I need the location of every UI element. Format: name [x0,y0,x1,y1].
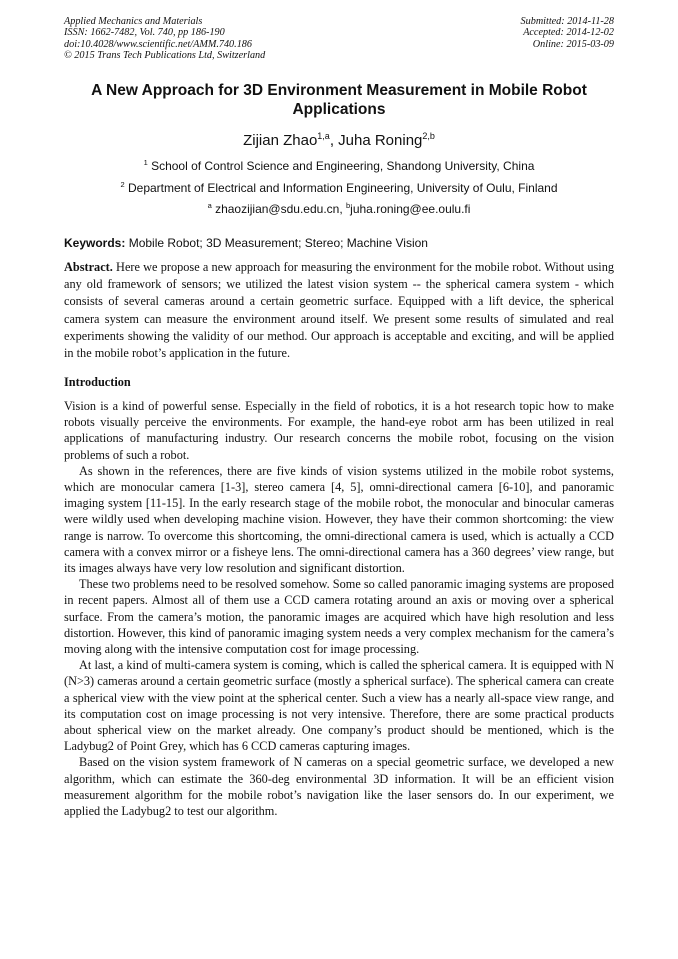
abstract [64,259,614,362]
author-separator: , [329,132,339,149]
email-b: juha.roning@ee.oulu.fi [350,202,471,216]
email-a-sup: a [207,201,212,210]
author-list [64,131,614,149]
submission-dates [521,16,614,50]
keywords [64,236,614,250]
journal-doi: doi:10.4028/www.scientific.net/AMM.740.186 [64,38,252,50]
email-b-sup: b [346,201,351,210]
abstract-label: Abstract. [64,260,113,274]
author-zhao: Zijian Zhao [243,132,318,149]
affiliation-2 [64,180,614,195]
affiliation-1-text: School of Control Science and Engineering, Shandong University, China [147,159,535,173]
keywords-label: Keywords: [64,236,126,250]
accepted-date: Accepted: 2014-12-02 [523,27,614,39]
author-emails [64,201,614,216]
abstract-text: Here we propose a new approach for measuring the environment for the mobile robot. Without using any old framework of sensors; we utilized the latest vision system -- the spherical camera system - which consists of several cameras around a certain geometric surface. Equipped with a lift device, the spherical camera system can measure the environment around itself. We present some results of simulated and real experiments showing the validity of our method. Our approach is acceptable and exciting, and will be applied in the mobile robot’s application in the future. [64,260,614,361]
journal-name: Applied Mechanics and Materials [64,16,203,27]
author-zhao-sup: 1,a [317,131,330,141]
online-date: Online: 2015-03-09 [532,38,614,50]
paper-title: A New Approach for 3D Environment Measurement in Mobile Robot Applications [91,82,587,118]
introduction-body [64,398,614,819]
affiliation-2-sup: 2 [120,180,125,189]
journal-copyright: © 2015 Trans Tech Publications Ltd, Switzerland [64,50,266,62]
email-a: zhaozijian@sdu.edu.cn, [211,202,346,216]
keywords-text: Mobile Robot; 3D Measurement; Stereo; Machine Vision [125,236,428,250]
affiliation-1-sup: 1 [143,158,148,167]
intro-paragraph-3: These two problems need to be resolved somehow. Some so called panoramic imaging systems are proposed in recent papers. Almost all of them use a CCD camera rotating around an axis or moving over a spherical surface. From the camera’s motion, the panoramic images are acquired which have high resolution and less distortion. However, this kind of panoramic imaging system needs a very complex mechanism for the camera’s moving along with the intensive computation cost for image processing. [64,577,614,657]
intro-paragraph-4: At last, a kind of multi-camera system is coming, which is called the spherical camera. It is equipped with N (N>3) cameras around a certain geometric surface (mostly a spherical surface). The spherical camera can create a spherical view with the view point at the spherical center. Such a view has a nearly all-space view range, and its computation cost on image processing is not very intensive. Therefore, there are some practical products about spherical view on the market already. One company’s product should be mentioned, which is the Ladybug2 of Point Grey, which has 6 CCD cameras capturing images. [64,658,614,754]
affiliation-2-text: Department of Electrical and Information Engineering, University of Oulu, Finland [124,181,558,195]
author-roning-sup: 2,b [422,131,435,141]
journal-issn: ISSN: 1662-7482, Vol. 740, pp 186-190 [64,27,225,39]
intro-paragraph-5: Based on the vision system framework of N cameras on a special geometric surface, we developed a new algorithm, which can estimate the 360-deg environmental 3D information. It will be an efficient vision measurement algorithm for the mobile robot’s navigation like the laser sensors do. In our experiment, we applied the Ladybug2 to test our algorithm. [64,755,614,819]
submitted-date: Submitted: 2014-11-28 [520,16,614,27]
section-heading-introduction: Introduction [64,375,131,389]
intro-paragraph-2: As shown in the references, there are five kinds of vision systems utilized in the mobile robot systems, which are monocular camera [1-3], stereo camera [4, 5], omni-directional camera [6-10], and panoramic imaging system [11-15]. In the early research stage of the mobile robot, the monocular and binocular cameras were wildly used when developing machine vision. However, they have their common shortcoming: the view range is narrow. To overcome this shortcoming, the omni-directional camera is used, which is actually a CCD camera with a convex mirror or a fisheye lens. The omni-directional camera has a 360 degrees’ view range, but its images always have very low resolution and significant distortion. [64,463,614,576]
affiliation-1 [64,158,614,173]
author-roning: Juha Roning [338,132,423,149]
journal-header [64,16,265,62]
intro-paragraph-1: Vision is a kind of powerful sense. Especially in the field of robotics, it is a hot research topic how to make robots visually perceive the environments. For example, the hand-eye robot arm has been utilized in real applications of manufacturing industry. Our research concerns the mobile robot, focusing on the vision problems of such a robot. [64,399,614,462]
